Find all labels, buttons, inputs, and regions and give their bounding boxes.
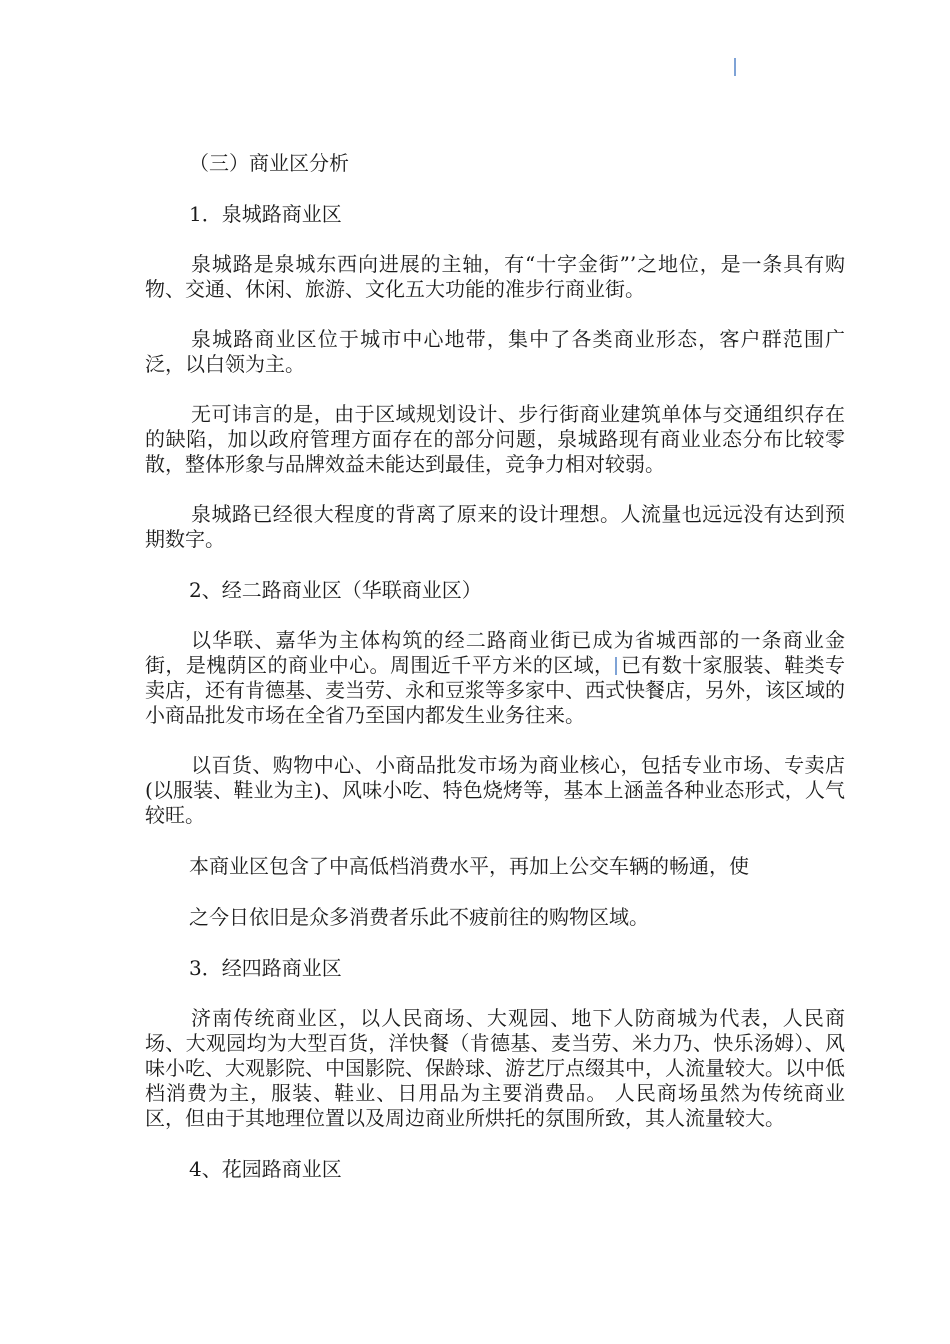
paragraph-jinger-overview bbox=[145, 628, 845, 728]
paragraph-jinger-core: 以百货、购物中心、小商品批发市场为商业核心，包括专业市场、专卖店(以服装、鞋业为主)、风味小吃、特色烧烤等，基本上涵盖各种业态形式，人气较旺。 bbox=[145, 753, 845, 827]
paragraph-jinger-overview-part1: 以华联、嘉华为主体构筑的经二路商业街已成为省城西部的一条商业金街，是槐荫区的商业中心。周围近千平方米的区域， bbox=[145, 628, 845, 677]
subheading-quancheng-road: 1．泉城路商业区 bbox=[189, 202, 342, 226]
paragraph-jinger-overview-part2: 已有数十家服装、鞋类专卖店，还有肯德基、麦当劳、永和豆浆等多家中、西式快餐店，另外，该区域的小商品批发市场在全省乃至国内都发生业务往来。 bbox=[145, 653, 846, 727]
subheading-jinger-road: 2、经二路商业区（华联商业区） bbox=[189, 578, 482, 602]
subheading-huayuan-road: 4、花园路商业区 bbox=[189, 1157, 342, 1181]
subheading-jingsi-road: 3．经四路商业区 bbox=[189, 956, 342, 980]
inline-cursor-marker bbox=[615, 657, 617, 675]
paragraph-quancheng-axis: 泉城路是泉城东西向进展的主轴，有“十字金街”’之地位，是一条具有购物、交通、休闲、旅游、文化五大功能的准步行商业街。 bbox=[145, 252, 845, 301]
document-body bbox=[145, 150, 845, 1207]
line-jinger-consumption: 本商业区包含了中高低档消费水平，再加上公交车辆的畅通，使 bbox=[189, 854, 749, 878]
paragraph-quancheng-defects: 无可讳言的是，由于区域规划设计、步行街商业建筑单体与交通组织存在的缺陷，加以政府管理方面存在的部分问题，泉城路现有商业业态分布比较零散，整体形象与品牌效益未能达到最佳，竞争力相对较弱。 bbox=[145, 402, 845, 476]
paragraph-jingsi-traditional: 济南传统商业区，以人民商场、大观园、地下人防商城为代表，人民商场、大观园均为大型百货，洋快餐（肯德基、麦当劳、米力乃、快乐汤姆）、风味小吃、大观影院、中国影院、保龄球、游艺厅点缀其中，人流量较大。以中低档消费为主，服装、鞋业、日用品为主要消费品。 人民商场虽然为传统商业区，但由于其地理位置以及周边商业所烘托的氛围所致，其人流量较大。 bbox=[145, 1006, 845, 1130]
paragraph-quancheng-location: 泉城路商业区位于城市中心地带，集中了各类商业形态，客户群范围广泛，以白领为主。 bbox=[145, 327, 845, 376]
line-jinger-shopping-area: 之今日依旧是众多消费者乐此不疲前往的购物区域。 bbox=[189, 905, 649, 929]
text-cursor-marker bbox=[734, 58, 736, 76]
section-heading-business-analysis: （三）商业区分析 bbox=[189, 151, 349, 175]
paragraph-quancheng-deviation: 泉城路已经很大程度的背离了原来的设计理想。人流量也远远没有达到预期数字。 bbox=[145, 502, 845, 551]
